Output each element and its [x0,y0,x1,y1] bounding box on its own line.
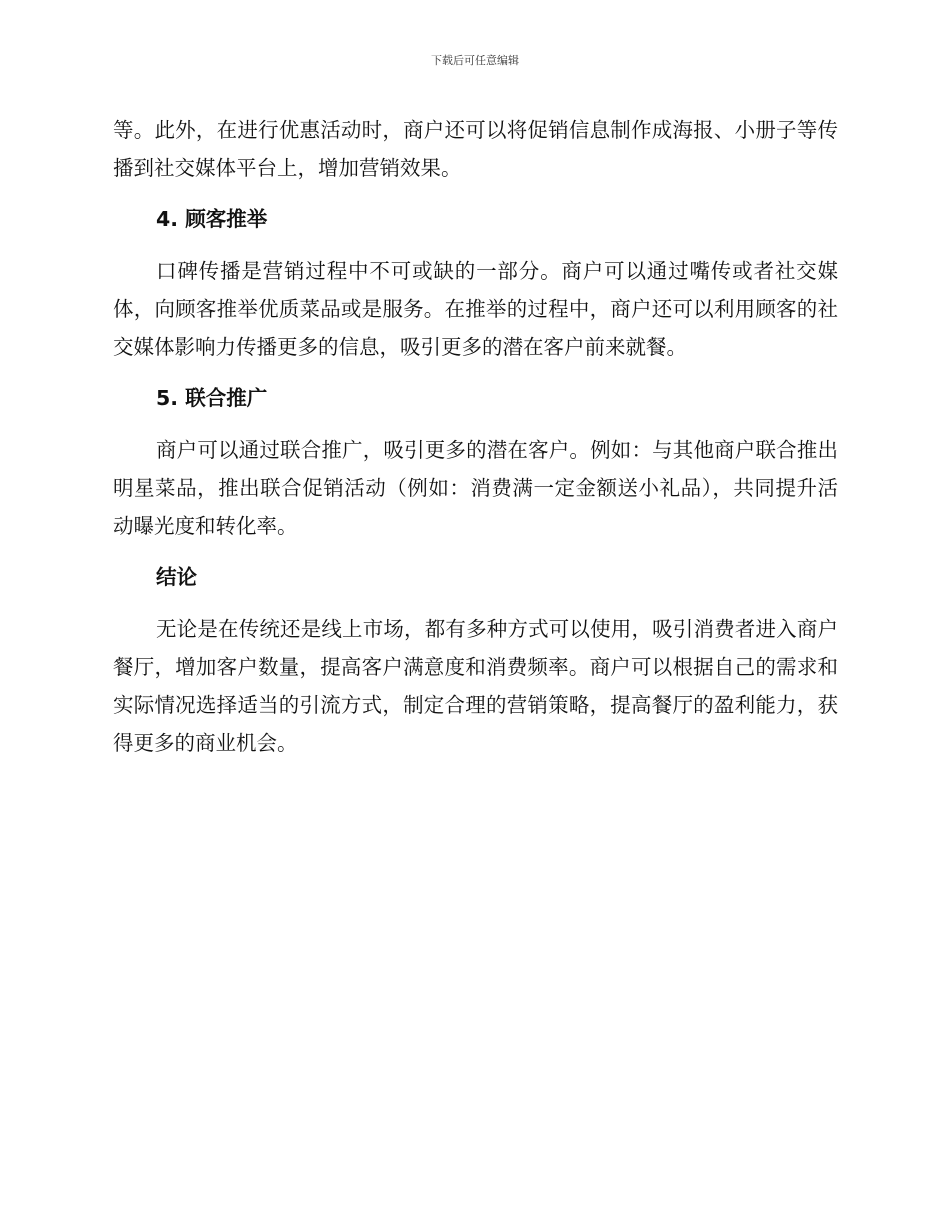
section-4-paragraph: 口碑传播是营销过程中不可或缺的一部分。商户可以通过嘴传或者社交媒体，向顾客推举优质菜品或是服务。在推举的过程中，商户还可以利用顾客的社交媒体影响力传播更多的信息，吸引更多的潜在客户前来就餐。 [113,259,838,359]
conclusion-paragraph: 无论是在传统还是线上市场，都有多种方式可以使用，吸引消费者进入商户餐厅，增加客户数量，提高客户满意度和消费频率。商户可以根据自己的需求和实际情况选择适当的引流方式，制定合理的营销策略，提高餐厅的盈利能力，获得更多的商业机会。 [113,617,838,755]
section-5-heading: 5. 联合推广 [156,386,268,410]
page-header: 下载后可任意编辑 [431,54,519,67]
conclusion-heading: 结论 [156,565,197,589]
document-body [113,111,838,762]
section-4-heading: 4. 顾客推举 [156,207,268,231]
section-5-paragraph: 商户可以通过联合推广，吸引更多的潜在客户。例如：与其他商户联合推出明星菜品，推出联合促销活动（例如：消费满一定金额送小礼品），共同提升活动曝光度和转化率。 [113,438,838,538]
intro-paragraph: 等。此外，在进行优惠活动时，商户还可以将促销信息制作成海报、小册子等传播到社交媒体平台上，增加营销效果。 [113,118,838,180]
